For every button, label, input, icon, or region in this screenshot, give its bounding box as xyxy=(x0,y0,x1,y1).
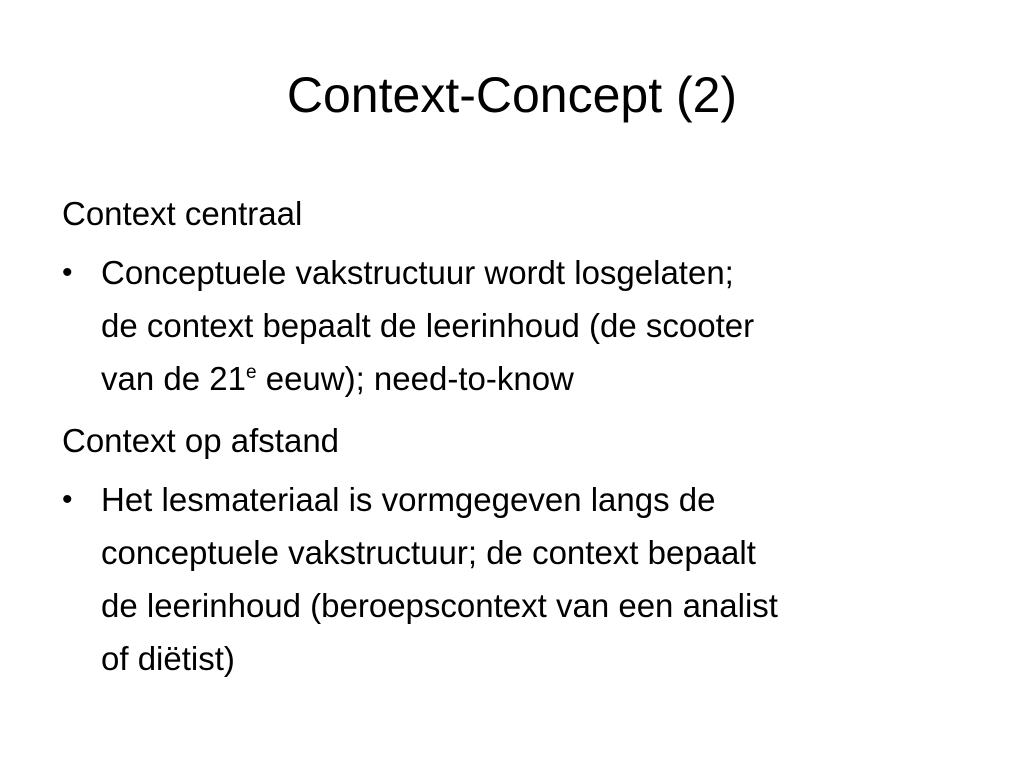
bullet-line: Het lesmateriaal is vormgegeven langs de xyxy=(101,481,716,518)
superscript: e xyxy=(245,362,257,383)
section-heading-context-op-afstand: Context op afstand xyxy=(62,422,340,459)
section-heading-context-centraal: Context centraal xyxy=(62,195,303,232)
bullet-text: eeuw); need-to-know xyxy=(256,360,574,397)
bullet-line xyxy=(101,352,972,405)
bullet-line: de leerinhoud (beroepscontext van een analist xyxy=(101,587,778,624)
bullet-line: conceptuele vakstructuur; de context bepaalt xyxy=(101,534,756,571)
bullet-icon: • xyxy=(62,256,73,289)
bullet-line: Conceptuele vakstructuur wordt losgelaten; xyxy=(101,254,734,291)
bullet-line: of diëtist) xyxy=(101,640,235,677)
bullet-context-centraal xyxy=(62,246,972,405)
bullet-line: de context bepaalt de leerinhoud (de scooter xyxy=(101,307,755,344)
bullet-text: van de 21 xyxy=(101,360,246,397)
slide-title: Context-Concept (2) xyxy=(286,67,738,123)
bullet-context-op-afstand xyxy=(62,473,972,685)
bullet-icon: • xyxy=(62,483,73,516)
slide-content xyxy=(62,188,972,695)
